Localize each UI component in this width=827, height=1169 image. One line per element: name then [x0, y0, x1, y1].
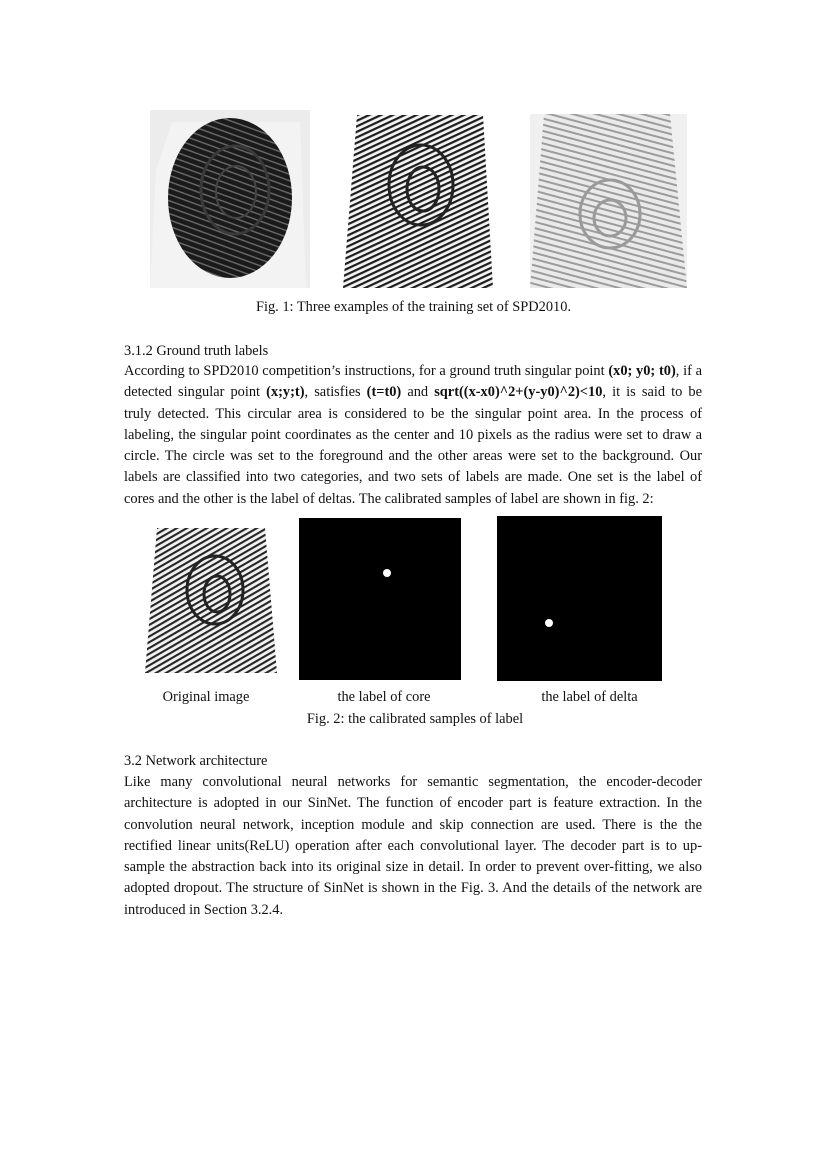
core-point-dot — [383, 569, 391, 577]
section-312-paragraph — [124, 361, 702, 510]
section-32-heading: 3.2 Network architecture — [124, 753, 268, 769]
para-text: According to SPD2010 competition’s instructions, for a ground truth singular point — [124, 363, 609, 379]
figure2-subcaption-core: the label of core — [337, 689, 431, 705]
figure1-image-2 — [343, 115, 493, 288]
para-text: , it is said to be truly detected. This circular area is considered to be the singular point area. In the process of labeling, the singular point coordinates as the center and 10 pixels as the radius were set to draw a circle. The circle was set to the foreground and the other areas were set to the background. Our labels are classified into two categories, and two sets of labels are made. One set is the label of cores and the other is the label of deltas. The calibrated samples of label are shown in fig. 2: — [124, 384, 702, 507]
figure2-original-image — [145, 528, 277, 673]
para-bold-time-condition: (t=t0) — [366, 384, 402, 401]
figure2-delta-label-image — [497, 516, 662, 681]
para-text: , if a detected singular point — [124, 363, 702, 401]
figure1-image-1 — [150, 110, 310, 288]
para-bold-distance-condition: sqrt((x-x0)^2+(y-y0)^2)<10 — [434, 384, 603, 401]
figure2-subcaption-delta: the label of delta — [541, 689, 638, 705]
figure1-image-3 — [530, 114, 687, 288]
figure2-subcaption-original: Original image — [162, 689, 250, 705]
para-bold-detected-point: (x;y;t) — [266, 384, 305, 401]
para-text: , satisfies — [304, 384, 367, 401]
section-312-heading: 3.1.2 Ground truth labels — [124, 343, 269, 359]
para-bold-ground-truth-point: (x0; y0; t0) — [608, 363, 676, 379]
delta-point-dot — [545, 619, 553, 627]
figure2-caption: Fig. 2: the calibrated samples of label — [306, 711, 524, 727]
section-32-paragraph: Like many convolutional neural networks for semantic segmentation, the encoder-decoder architecture is adopted in our SinNet. The function of encoder part is feature extraction. In the convolution neural network, inception module and skip connection are used. There is the the rectified linear units(ReLU) operation after each convolutional layer. The decoder part is to up-sample the abstraction back into its original size in detail. In order to prevent over-fitting, we also adopted dropout. The structure of SinNet is shown in the Fig. 3. And the details of the network are introduced in Section 3.2.4. — [124, 774, 702, 918]
figure2-core-label-image — [299, 518, 461, 680]
para-text: and — [401, 384, 435, 401]
figure1-caption: Fig. 1: Three examples of the training set of SPD2010. — [255, 299, 572, 315]
